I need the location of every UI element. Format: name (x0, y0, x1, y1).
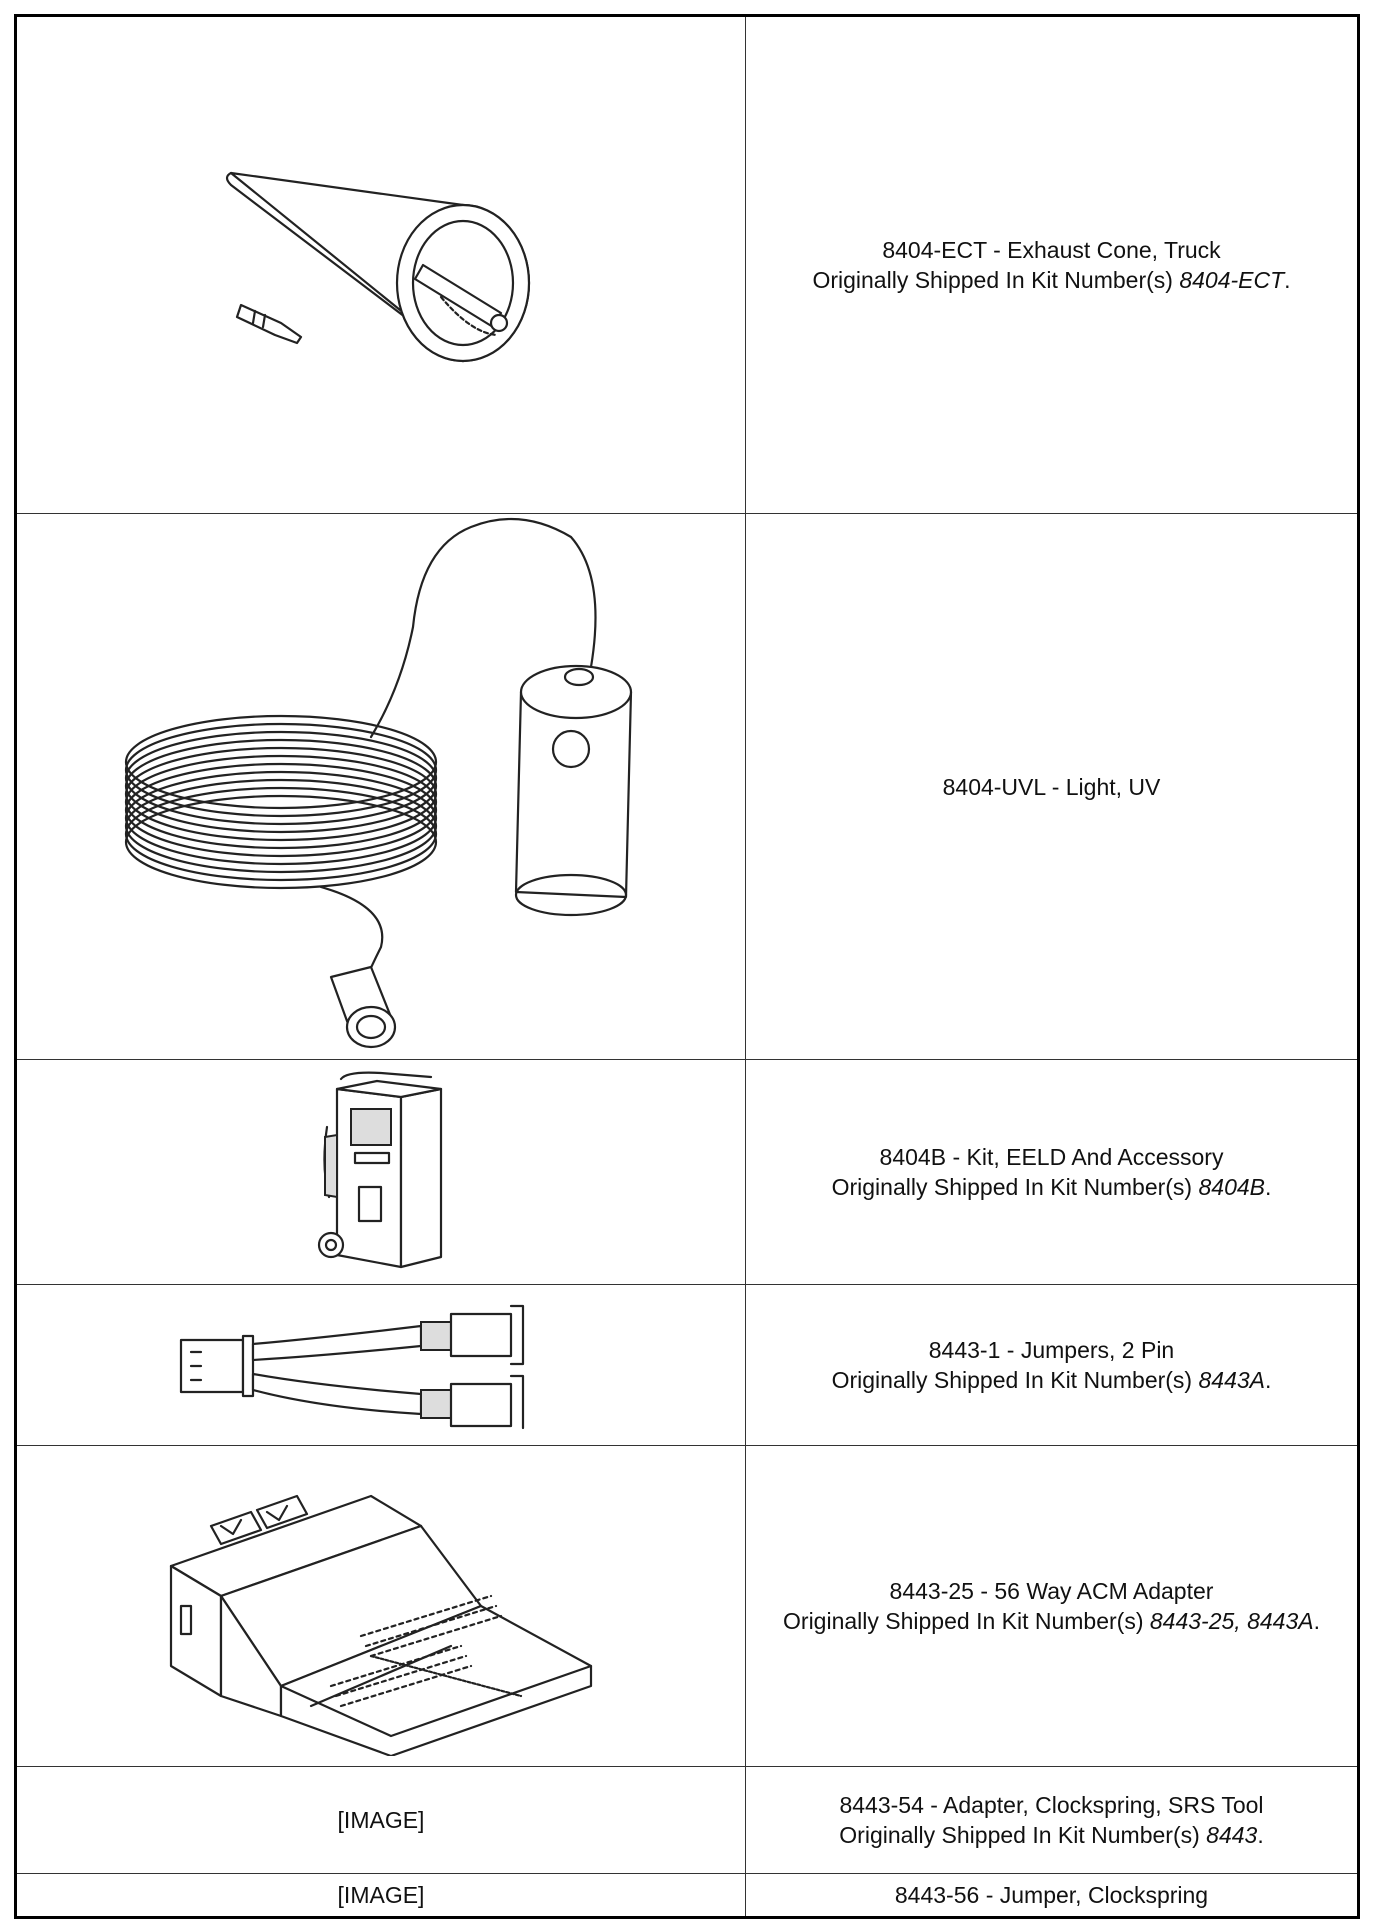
tool-row-8443-54 (16, 1767, 1359, 1874)
tool-row-8404b (16, 1060, 1359, 1285)
uv-light-illustration (101, 517, 661, 1057)
image-placeholder: [IMAGE] (16, 1874, 746, 1918)
tool-description-cell (746, 1446, 1359, 1767)
kit-number: 8443 (1206, 1822, 1258, 1848)
tool-kit-line: Originally Shipped In Kit Number(s) 8404B. (831, 1174, 1272, 1200)
exhaust-cone-illustration (201, 165, 561, 365)
tool-title: 8443-25 - 56 Way ACM Adapter (889, 1578, 1214, 1604)
jumpers-illustration (171, 1300, 591, 1430)
tool-image-cell (16, 514, 746, 1060)
tool-description-cell (746, 16, 1359, 514)
tool-title: 8443-54 - Adapter, Clockspring, SRS Tool (839, 1792, 1264, 1818)
uv-lamp-body (516, 666, 631, 915)
acm-adapter-illustration (161, 1456, 601, 1756)
image-placeholder: [IMAGE] (16, 1767, 746, 1874)
kit-number: 8443A (1198, 1367, 1265, 1393)
tool-description-cell (746, 514, 1359, 1060)
tool-description-cell (746, 1874, 1359, 1918)
tool-title: 8404-ECT - Exhaust Cone, Truck (882, 237, 1221, 263)
connector-plug (331, 967, 395, 1047)
tool-kit-line: Originally Shipped In Kit Number(s) 8443A. (831, 1367, 1272, 1393)
tool-row-8404-uvl (16, 514, 1359, 1060)
kit-number: 8404-ECT (1179, 267, 1285, 293)
tool-title: 8443-1 - Jumpers, 2 Pin (928, 1337, 1175, 1363)
tool-image-cell (16, 1060, 746, 1285)
tool-kit-line: Originally Shipped In Kit Number(s) 8443-25, 8443A. (783, 1608, 1320, 1634)
coiled-cable (126, 716, 436, 888)
tool-description-cell (746, 1060, 1359, 1285)
tool-title: 8443-56 - Jumper, Clockspring (894, 1882, 1209, 1908)
tool-row-8443-56 (16, 1874, 1359, 1918)
tool-row-8443-1 (16, 1285, 1359, 1446)
tool-kit-line: Originally Shipped In Kit Number(s) 8443. (839, 1822, 1264, 1848)
kit-number: 8443-25, 8443A (1149, 1608, 1314, 1634)
tool-kit-line: Originally Shipped In Kit Number(s) 8404-ECT. (812, 267, 1291, 293)
eeld-cart-illustration (291, 1067, 471, 1277)
kit-number: 8404B (1198, 1174, 1265, 1200)
tool-image-cell (16, 1285, 746, 1446)
special-tools-table (14, 14, 1360, 1919)
tool-description-cell (746, 1285, 1359, 1446)
tool-image-cell (16, 16, 746, 514)
tool-description-cell (746, 1767, 1359, 1874)
tool-row-8443-25 (16, 1446, 1359, 1767)
tool-title: 8404-UVL - Light, UV (942, 773, 1161, 800)
tool-row-8404-ect (16, 16, 1359, 514)
tool-image-cell (16, 1446, 746, 1767)
tool-title: 8404B - Kit, EELD And Accessory (879, 1144, 1224, 1170)
